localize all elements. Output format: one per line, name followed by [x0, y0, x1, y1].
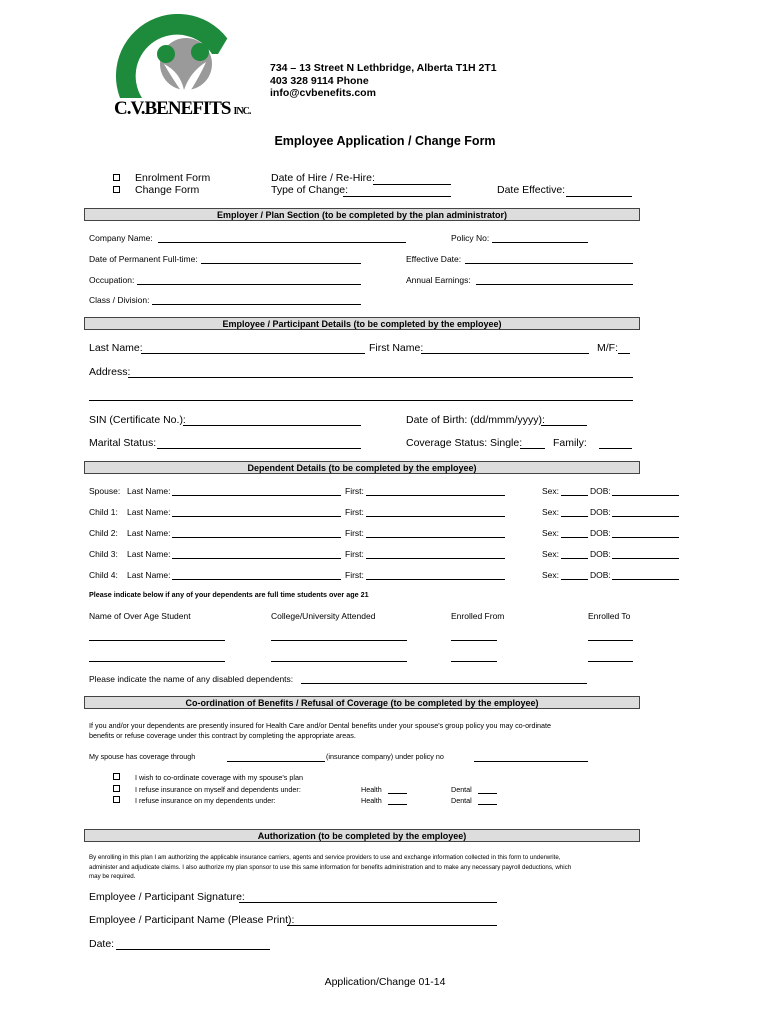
employee-section-heading: Employee / Participant Details (to be completed by the employee)	[84, 317, 640, 330]
refuse-deps-dental-field[interactable]	[478, 804, 497, 805]
health-label: Health	[361, 796, 382, 805]
address-field[interactable]	[128, 377, 633, 378]
auth-date-field[interactable]	[116, 949, 270, 950]
dependent-sex-label: Sex:	[542, 507, 560, 517]
company-name-field[interactable]	[158, 242, 406, 243]
dental-label: Dental	[451, 796, 472, 805]
occupation-field[interactable]	[137, 284, 361, 285]
dependent-last-name-label: Last Name:	[127, 528, 171, 538]
phone-line: 403 328 9114 Phone	[270, 74, 369, 87]
address-line: 734 – 13 Street N Lethbridge, Alberta T1H 2T1	[270, 62, 497, 74]
dob-label: Date of Birth: (dd/mmm/yyyy):	[406, 414, 545, 426]
dependent-sex-label: Sex:	[542, 570, 560, 580]
dependent-sex-label: Sex:	[542, 528, 560, 538]
dependent-sex-field[interactable]	[561, 579, 588, 580]
disabled-dependents-label: Please indicate the name of any disabled dependents:	[89, 674, 294, 684]
date-perm-field[interactable]	[201, 263, 361, 264]
insurance-company-field[interactable]	[227, 761, 325, 762]
first-name-label: First Name:	[369, 342, 424, 354]
col-college: College/University Attended	[271, 611, 376, 621]
coordinate-label: I wish to co-ordinate coverage with my spouse's plan	[135, 773, 303, 782]
dependent-sex-field[interactable]	[561, 516, 588, 517]
dependent-last-name-field[interactable]	[172, 537, 341, 538]
dependent-sex-field[interactable]	[561, 558, 588, 559]
enrolment-label: Enrolment Form	[135, 172, 211, 184]
dependent-first-name-field[interactable]	[366, 579, 505, 580]
dependent-last-name-label: Last Name:	[127, 570, 171, 580]
coverage-single-field[interactable]	[520, 448, 545, 449]
col-enrolled-from: Enrolled From	[451, 611, 505, 621]
last-name-field[interactable]	[141, 353, 365, 354]
marital-status-field[interactable]	[157, 448, 361, 449]
class-division-field[interactable]	[152, 304, 361, 305]
health-label: Health	[361, 785, 382, 794]
name-print-label: Employee / Participant Name (Please Print):	[89, 914, 295, 926]
student-to-field[interactable]	[588, 640, 633, 641]
spouse-coverage-label: My spouse has coverage through	[89, 752, 196, 761]
dependent-first-name-field[interactable]	[366, 558, 505, 559]
date-of-hire-label: Date of Hire / Re-Hire:	[271, 172, 375, 184]
company-address	[270, 62, 497, 100]
dependent-who-label: Child 3:	[89, 549, 118, 559]
student-from-field[interactable]	[451, 661, 497, 662]
annual-earnings-field[interactable]	[476, 284, 633, 285]
first-name-field[interactable]	[421, 353, 589, 354]
change-checkbox[interactable]	[113, 186, 120, 193]
col-over-age-student: Name of Over Age Student	[89, 611, 191, 621]
dependent-first-name-field[interactable]	[366, 495, 505, 496]
auth-paragraph-line-1: By enrolling in this plan I am authorizing the applicable insurance carriers, agents and service providers to use and exchange information collected in this form to underwrite,	[89, 854, 561, 861]
dependent-sex-label: Sex:	[542, 486, 560, 496]
date-of-hire-field[interactable]	[373, 184, 451, 185]
dependent-last-name-label: Last Name:	[127, 549, 171, 559]
mf-field[interactable]	[618, 353, 630, 354]
disabled-dependents-field[interactable]	[301, 683, 587, 684]
dental-label: Dental	[451, 785, 472, 794]
type-of-change-label: Type of Change:	[271, 184, 349, 196]
auth-paragraph-line-3: may be required.	[89, 873, 136, 880]
refuse-self-label: I refuse insurance on myself and dependents under:	[135, 785, 301, 794]
dependent-first-name-label: First:	[345, 528, 364, 538]
student-to-field[interactable]	[588, 661, 633, 662]
effective-date-field[interactable]	[465, 263, 633, 264]
insurance-company-label: (insurance company) under policy no	[326, 752, 444, 761]
cob-section-heading: Co-ordination of Benefits / Refusal of Coverage (to be completed by the employee)	[84, 696, 640, 709]
dependent-first-name-field[interactable]	[366, 516, 505, 517]
dependent-last-name-field[interactable]	[172, 579, 341, 580]
class-division-label: Class / Division:	[89, 295, 150, 305]
coverage-single-label: Coverage Status: Single:	[406, 437, 523, 449]
auth-paragraph-line-2: administer and adjudicate claims. I also authorize my plan sponsor to use this same information for benefits administration and to make any necessary payroll deductions, which	[89, 864, 572, 871]
refuse-self-dental-field[interactable]	[478, 793, 497, 794]
refuse-self-checkbox[interactable]	[113, 785, 120, 792]
dependent-first-name-field[interactable]	[366, 537, 505, 538]
student-from-field[interactable]	[451, 640, 497, 641]
dependent-dob-label: DOB:	[590, 570, 611, 580]
form-title: Employee Application / Change Form	[274, 134, 496, 148]
marital-status-label: Marital Status:	[89, 437, 157, 449]
address-label: Address:	[89, 366, 131, 378]
dependent-dob-field[interactable]	[612, 516, 679, 517]
cob-paragraph-line-2: benefits or refuse coverage under this contract by completing the appropriate areas.	[89, 731, 356, 740]
dependent-dob-field[interactable]	[612, 495, 679, 496]
dependent-dob-field[interactable]	[612, 558, 679, 559]
dependent-dob-label: DOB:	[590, 507, 611, 517]
annual-earnings-label: Annual Earnings:	[406, 275, 471, 285]
change-label: Change Form	[135, 184, 200, 196]
dependent-sex-label: Sex:	[542, 549, 560, 559]
student-college-field[interactable]	[271, 640, 407, 641]
dependent-who-label: Child 4:	[89, 570, 118, 580]
date-perm-label: Date of Permanent Full-time:	[89, 254, 198, 264]
date-effective-label: Date Effective:	[497, 184, 566, 196]
refuse-deps-health-field[interactable]	[388, 804, 407, 805]
auth-date-label: Date:	[89, 938, 115, 950]
footer-form-code: Application/Change 01-14	[324, 976, 446, 988]
coverage-family-field[interactable]	[599, 448, 632, 449]
policy-no-label: Policy No:	[451, 233, 490, 243]
dependent-last-name-label: Last Name:	[127, 507, 171, 517]
logo-brand: C.V.BENEFITS	[114, 98, 231, 119]
name-print-field[interactable]	[287, 925, 497, 926]
dependent-section-heading: Dependent Details (to be completed by the employee)	[84, 461, 640, 474]
dependent-sex-field[interactable]	[561, 537, 588, 538]
company-name-label: Company Name:	[89, 233, 153, 243]
student-name-field[interactable]	[89, 661, 225, 662]
dependent-dob-label: DOB:	[590, 549, 611, 559]
spouse-policy-no-field[interactable]	[474, 761, 588, 762]
company-logo	[108, 14, 258, 126]
mf-label: M/F:	[597, 342, 618, 354]
address-field-line-2[interactable]	[89, 400, 633, 401]
dependent-last-name-field[interactable]	[172, 516, 341, 517]
dependent-sex-field[interactable]	[561, 495, 588, 496]
email-line: info@cvbenefits.com	[270, 87, 376, 99]
refuse-self-health-field[interactable]	[388, 793, 407, 794]
enrolment-checkbox[interactable]	[113, 174, 120, 181]
dependent-dob-field[interactable]	[612, 579, 679, 580]
dependent-first-name-label: First:	[345, 570, 364, 580]
students-note: Please indicate below if any of your dependents are full time students over age 21	[89, 590, 369, 599]
dependent-last-name-field[interactable]	[172, 495, 341, 496]
effective-date-label: Effective Date:	[406, 254, 462, 264]
dob-field[interactable]	[541, 425, 587, 426]
last-name-label: Last Name:	[89, 342, 143, 354]
cob-paragraph-line-1: If you and/or your dependents are presently insured for Health Care and/or Dental benefits under your spouse's group policy you may co-ordinate	[89, 721, 552, 730]
type-of-change-field[interactable]	[343, 196, 451, 197]
occupation-label: Occupation:	[89, 275, 135, 285]
authorization-section-heading: Authorization (to be completed by the employee)	[84, 829, 640, 842]
dependent-last-name-field[interactable]	[172, 558, 341, 559]
dependent-first-name-label: First:	[345, 486, 364, 496]
dependent-dob-label: DOB:	[590, 528, 611, 538]
coverage-family-label: Family:	[553, 437, 587, 449]
signature-label: Employee / Participant Signature:	[89, 891, 245, 903]
student-name-field[interactable]	[89, 640, 225, 641]
employer-section-heading: Employer / Plan Section (to be completed by the plan administrator)	[84, 208, 640, 221]
date-effective-field[interactable]	[566, 196, 632, 197]
logo-suffix: INC.	[233, 106, 251, 117]
refuse-dependents-checkbox[interactable]	[113, 796, 120, 803]
sin-label: SIN (Certificate No.):	[89, 414, 186, 426]
dependent-who-label: Child 2:	[89, 528, 118, 538]
dependent-dob-label: DOB:	[590, 486, 611, 496]
coordinate-checkbox[interactable]	[113, 773, 120, 780]
dependent-who-label: Spouse:	[89, 486, 121, 496]
student-college-field[interactable]	[271, 661, 407, 662]
dependent-first-name-label: First:	[345, 549, 364, 559]
dependent-first-name-label: First:	[345, 507, 364, 517]
dependent-last-name-label: Last Name:	[127, 486, 171, 496]
col-enrolled-to: Enrolled To	[588, 611, 631, 621]
signature-field[interactable]	[239, 902, 497, 903]
dependent-who-label: Child 1:	[89, 507, 118, 517]
policy-no-field[interactable]	[492, 242, 588, 243]
dependent-dob-field[interactable]	[612, 537, 679, 538]
refuse-dependents-label: I refuse insurance on my dependents under:	[135, 796, 276, 805]
sin-field[interactable]	[183, 425, 361, 426]
